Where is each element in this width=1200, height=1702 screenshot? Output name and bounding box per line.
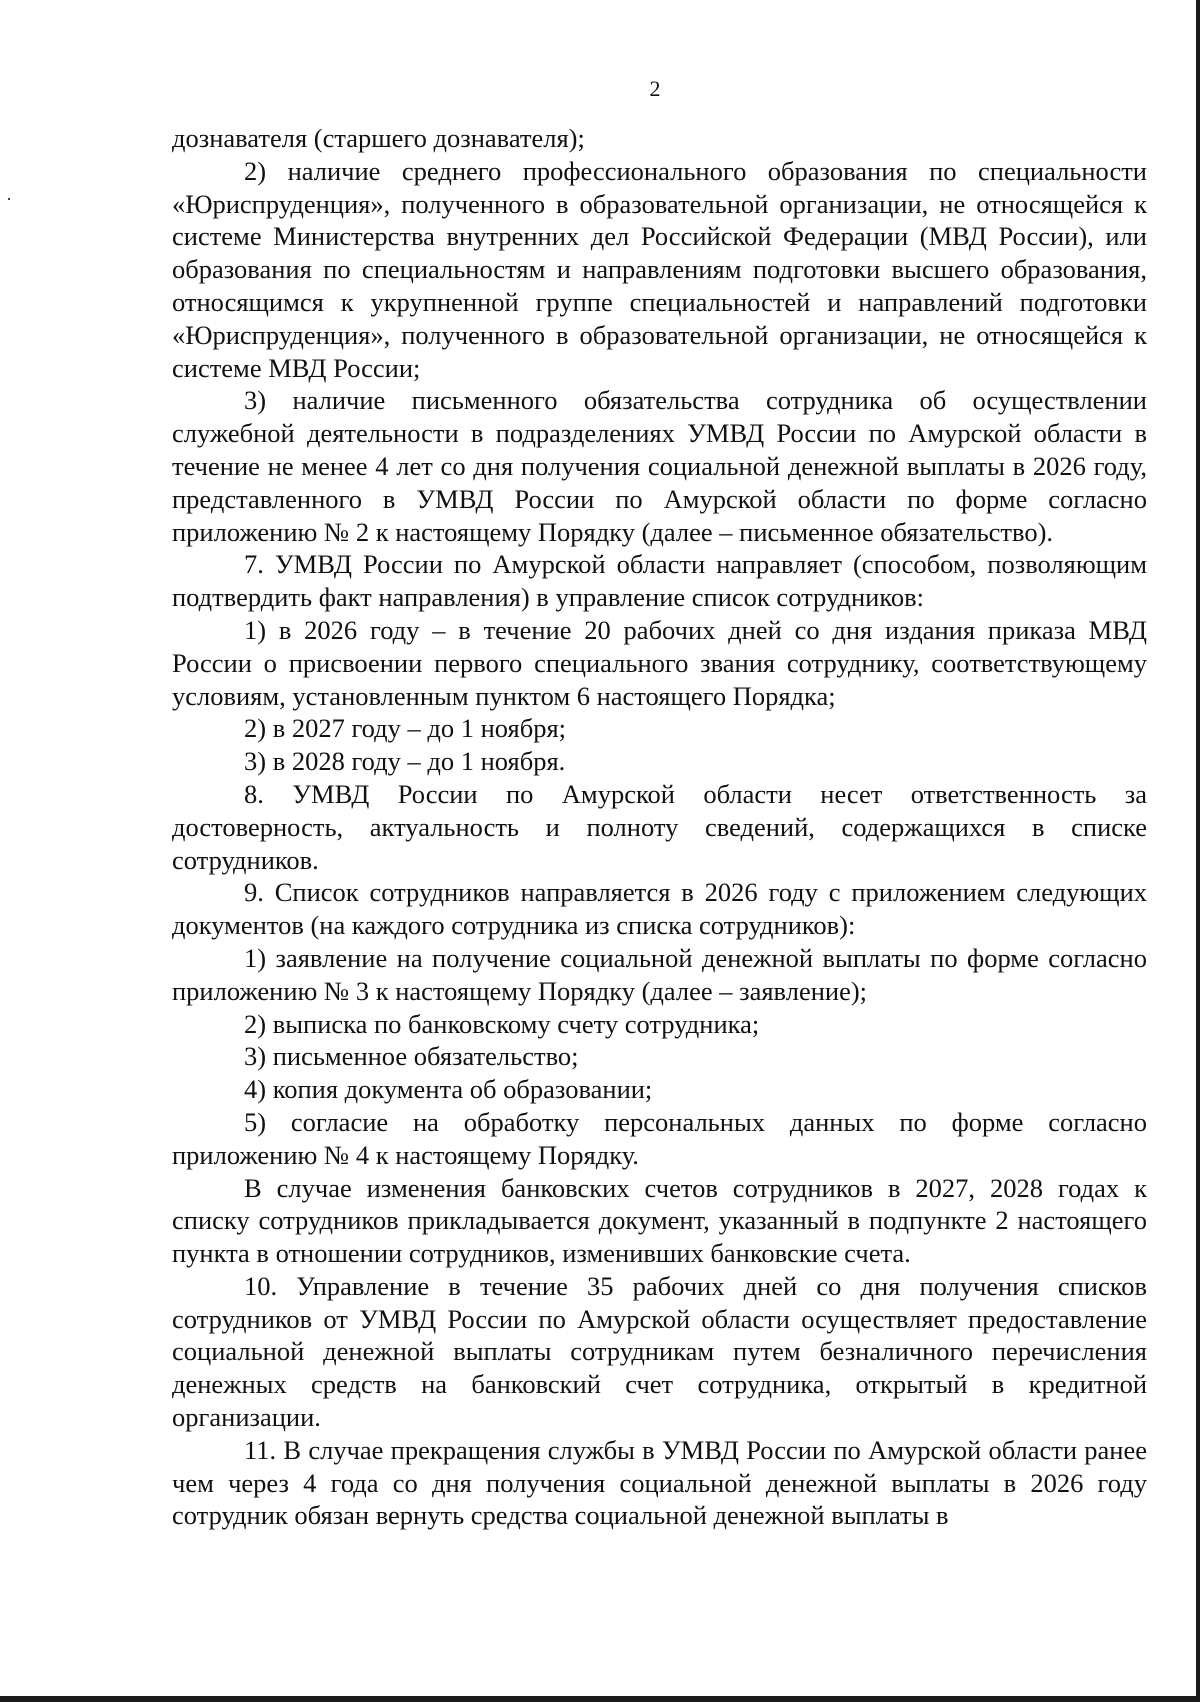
document-body bbox=[172, 122, 1147, 1532]
scan-edge-right bbox=[1196, 0, 1200, 1702]
paragraph-point-11: 11. В случае прекращения службы в УМВД России по Амурской области ранее чем через 4 года со дня получения социальной денежной выплаты в 2026 году сотрудник обязан вернуть средства социальной денежной выплаты в bbox=[172, 1434, 1147, 1531]
paragraph-item-2-education: 2) наличие среднего профессионального образования по специальности «Юриспруденция», полученного в образовательной организации, не относящейся к системе Министерства внутренних дел Российской Федерации (МВД России), или образования по специальностям и направлениям подготовки высшего образования, относящимся к укрупненной группе специальностей и направлений подготовки «Юриспруденция», полученного в образовательной организации, не относящейся к системе МВД России; bbox=[172, 155, 1147, 383]
paragraph-point-10: 10. Управление в течение 35 рабочих дней со дня получения списков сотрудников от УМВД России по Амурской области осуществляет предоставление социальной денежной выплаты сотрудникам путем безналичного перечисления денежных средств на банковский счет сотрудника, открытый в кредитной организации. bbox=[172, 1270, 1147, 1433]
paragraph-point-7-sub-1: 1) в 2026 году – в течение 20 рабочих дней со дня издания приказа МВД России о присвоении первого специального звания сотруднику, соответствующему условиям, установленным пунктом 6 настоящего Порядка; bbox=[172, 614, 1147, 711]
paragraph-point-7: 7. УМВД России по Амурской области направляет (способом, позволяющим подтвердить факт направления) в управление список сотрудников: bbox=[172, 549, 1147, 613]
paragraph-point-8: 8. УМВД России по Амурской области несет ответственность за достоверность, актуальность и полноту сведений, содержащихся в списке сотрудников. bbox=[172, 778, 1147, 875]
scan-edge-bottom bbox=[0, 1696, 1200, 1702]
paragraph-point-7-sub-3: 3) в 2028 году – до 1 ноября. bbox=[244, 746, 566, 777]
paragraph-point-9-sub-1: 1) заявление на получение социальной денежной выплаты по форме согласно приложению № 3 к настоящему Порядку (далее – заявление); bbox=[172, 942, 1147, 1006]
paragraph-point-9: 9. Список сотрудников направляется в 2026 году с приложением следующих документов (на каждого сотрудника из списка сотрудников): bbox=[172, 877, 1147, 941]
paragraph-point-7-sub-2: 2) в 2027 году – до 1 ноября; bbox=[244, 713, 567, 744]
page-number: 2 bbox=[649, 76, 661, 101]
paragraph-point-9-bank-change: В случае изменения банковских счетов сотрудников в 2027, 2028 годах к списку сотрудников прикладывается документ, указанный в подпункте 2 настоящего пункта в отношении сотрудников, изменивших банковские счета. bbox=[172, 1172, 1147, 1269]
paragraph-point-9-sub-3: 3) письменное обязательство; bbox=[244, 1041, 579, 1072]
scan-artifact bbox=[8, 198, 10, 200]
paragraph-point-9-sub-5: 5) согласие на обработку персональных данных по форме согласно приложению № 4 к настоящему Порядку. bbox=[172, 1106, 1147, 1170]
paragraph-point-9-sub-2: 2) выписка по банковскому счету сотрудника; bbox=[244, 1008, 760, 1039]
paragraph-point-9-sub-4: 4) копия документа об образовании; bbox=[244, 1074, 653, 1105]
paragraph-item-3-obligation: 3) наличие письменного обязательства сотрудника об осуществлении служебной деятельности в подразделениях УМВД России по Амурской области в течение не менее 4 лет со дня получения социальной денежной выплаты в 2026 году, представленного в УМВД России по Амурской области по форме согласно приложению № 2 к настоящему Порядку (далее – письменное обязательство). bbox=[172, 385, 1147, 547]
paragraph-continuation: дознавателя (старшего дознавателя); bbox=[172, 123, 585, 153]
